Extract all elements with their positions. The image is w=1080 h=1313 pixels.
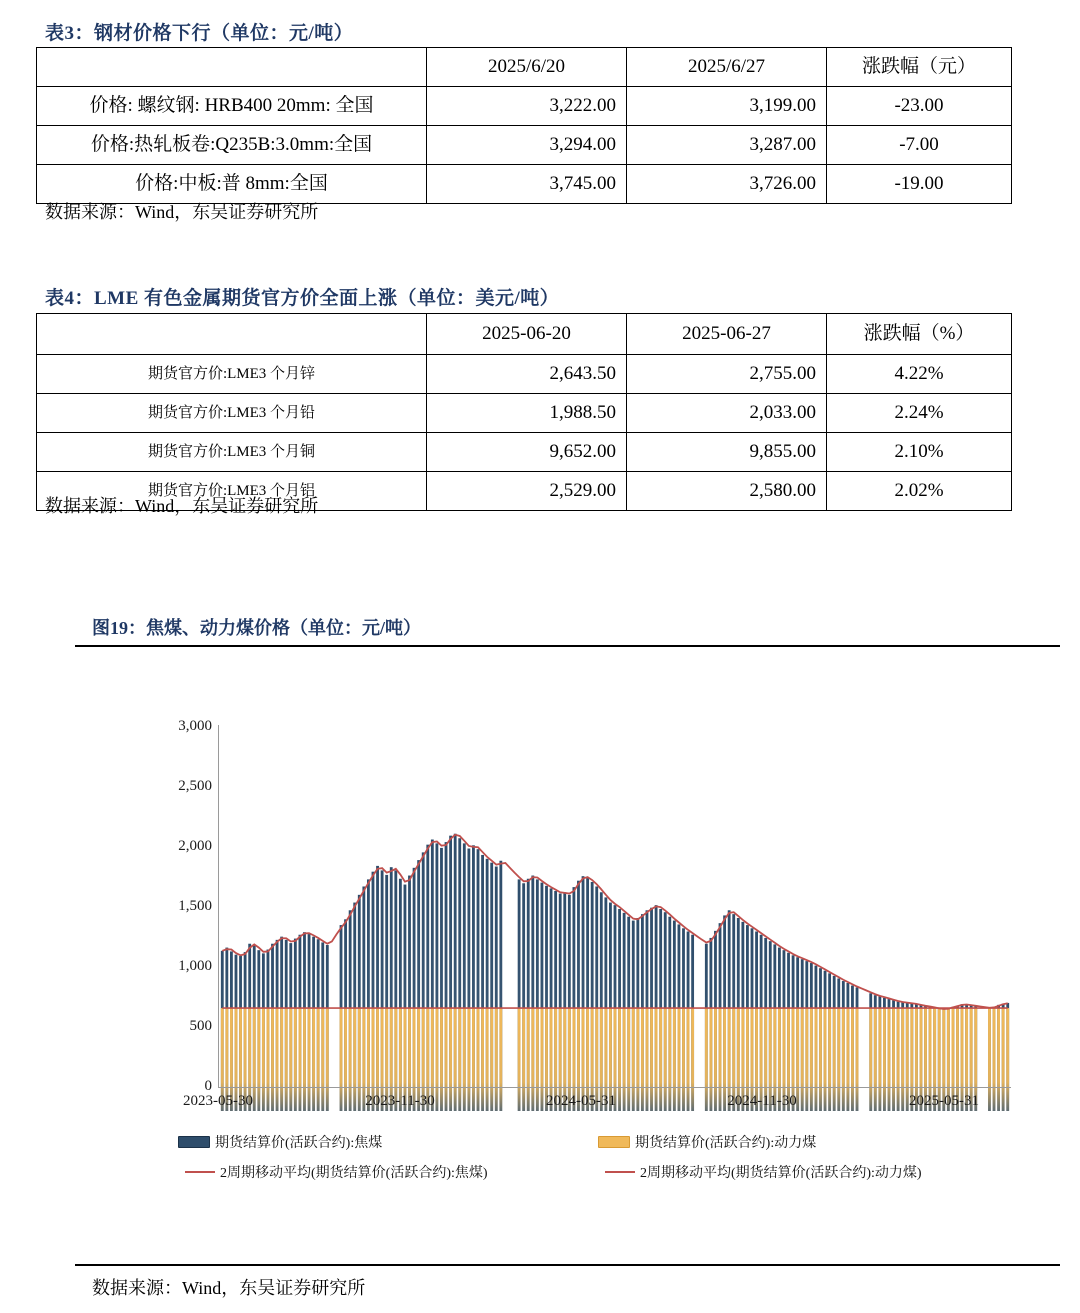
thermal-coal-bar	[472, 1008, 475, 1111]
thermal-coal-bar	[878, 1008, 881, 1111]
thermal-coal-bar	[299, 1008, 302, 1111]
legend-label-coking-coal: 期货结算价(活跃合约):焦煤	[215, 1136, 383, 1151]
table4-header-3: 涨跌幅（%）	[827, 314, 1012, 355]
y-tick-3000: 3,000	[178, 718, 212, 734]
table3-header-3: 涨跌幅（元）	[827, 48, 1012, 87]
table3-row0-label: 价格: 螺纹钢: HRB400 20mm: 全国	[37, 87, 427, 126]
table4-row1-c2: 2,033.00	[627, 394, 827, 433]
x-axis-line	[218, 1087, 1011, 1088]
table3-row1-c3: -7.00	[827, 126, 1012, 165]
table4-title: 表4：LME 有色金属期货官方价全面上涨（单位：美元/吨）	[45, 288, 560, 309]
x-tick-0: 2023-05-30	[183, 1093, 253, 1109]
y-axis-line	[218, 725, 219, 1087]
table3-title: 表3：钢材价格下行（单位：元/吨）	[45, 23, 354, 44]
table4-row1-c1: 1,988.50	[427, 394, 627, 433]
thermal-coal-bar	[668, 1008, 671, 1111]
thermal-coal-bar	[691, 1008, 694, 1111]
thermal-coal-bar	[824, 1008, 827, 1111]
table4-row0-c3: 4.22%	[827, 355, 1012, 394]
thermal-coal-bar	[641, 1008, 644, 1111]
thermal-coal-bar	[477, 1008, 480, 1111]
thermal-coal-bar	[321, 1008, 324, 1111]
table4-row2-c3: 2.10%	[827, 433, 1012, 472]
footer-rule	[75, 1264, 1060, 1266]
thermal-coal-bar	[673, 1008, 676, 1111]
thermal-coal-bar	[308, 1008, 311, 1111]
table-row	[37, 394, 1012, 433]
legend-item-ma-thermal-coal[interactable]	[605, 1162, 922, 1182]
figure19-title: 图19：焦煤、动力煤价格（单位：元/吨）	[92, 618, 421, 638]
table-row	[37, 87, 1012, 126]
table4-row0-c2: 2,755.00	[627, 355, 827, 394]
legend-row-2	[185, 1162, 488, 1182]
legend-label-thermal-coal: 期货结算价(活跃合约):动力煤	[635, 1136, 817, 1151]
y-tick-2000: 2,000	[178, 838, 212, 854]
table3-header-2: 2025/6/27	[627, 48, 827, 87]
legend-row-2b	[605, 1162, 922, 1182]
table4-row2-c1: 9,652.00	[427, 433, 627, 472]
thermal-coal-bar	[317, 1008, 320, 1111]
thermal-coal-bar	[851, 1008, 854, 1111]
thermal-coal-bar	[495, 1008, 498, 1111]
figure19-source: 数据来源：Wind，东吴证券研究所	[92, 1278, 366, 1298]
legend-row-1	[178, 1132, 382, 1152]
table3-row1-c2: 3,287.00	[627, 126, 827, 165]
table3-header-row	[37, 48, 1012, 87]
table4-header-row	[37, 314, 1012, 355]
legend-row-1b	[598, 1132, 816, 1152]
table4-header-2: 2025-06-27	[627, 314, 827, 355]
table4-row2-c2: 9,855.00	[627, 433, 827, 472]
thermal-coal-bar	[846, 1008, 849, 1111]
thermal-coal-bar	[874, 1008, 877, 1111]
thermal-coal-bar	[869, 1008, 872, 1111]
thermal-coal-bar	[280, 1008, 283, 1111]
table4-row2-label: 期货官方价:LME3 个月铜	[37, 433, 427, 472]
thermal-coal-bar	[655, 1008, 658, 1111]
table3-header-1: 2025/6/20	[427, 48, 627, 87]
x-tick-3: 2024-11-30	[727, 1093, 797, 1109]
x-tick-1: 2023-11-30	[365, 1093, 435, 1109]
table3-row0-c1: 3,222.00	[427, 87, 627, 126]
thermal-coal-bar	[842, 1008, 845, 1111]
thermal-coal-bar	[303, 1008, 306, 1111]
thermal-coal-bar	[490, 1008, 493, 1111]
table4-row3-c3: 2.02%	[827, 472, 1012, 511]
thermal-coal-bar	[486, 1008, 489, 1111]
table3-row2-c1: 3,745.00	[427, 165, 627, 204]
table-row	[37, 433, 1012, 472]
legend-item-coking-coal[interactable]	[178, 1132, 382, 1152]
thermal-coal-bar	[682, 1008, 685, 1111]
thermal-coal-bar	[664, 1008, 667, 1111]
y-tick-1000: 1,000	[178, 958, 212, 974]
x-tick-4: 2025-05-31	[909, 1093, 979, 1109]
legend-label-ma-coking-coal: 2周期移动平均(期货结算价(活跃合约):焦煤)	[220, 1166, 488, 1181]
figure19-chart	[0, 700, 1080, 1181]
thermal-coal-bar	[833, 1008, 836, 1111]
thermal-coal-bar	[285, 1008, 288, 1111]
y-tick-0: 0	[204, 1078, 212, 1094]
thermal-coal-bar	[646, 1008, 649, 1111]
thermal-coal-swatch-icon	[598, 1136, 630, 1148]
table4-row0-label: 期货官方价:LME3 个月锌	[37, 355, 427, 394]
thermal-coal-bar	[312, 1008, 315, 1111]
table3-row2-c2: 3,726.00	[627, 165, 827, 204]
table4-header-1: 2025-06-20	[427, 314, 627, 355]
thermal-coal-bar	[467, 1008, 470, 1111]
table3-row1-c1: 3,294.00	[427, 126, 627, 165]
thermal-coal-bar	[326, 1008, 329, 1111]
thermal-coal-bar	[463, 1008, 466, 1111]
thermal-coal-bar	[481, 1008, 484, 1111]
table4	[36, 313, 1012, 511]
thermal-coal-bar	[828, 1008, 831, 1111]
thermal-coal-bar	[659, 1008, 662, 1111]
table3-row2-label: 价格:中板:普 8mm:全国	[37, 165, 427, 204]
thermal-coal-bar	[650, 1008, 653, 1111]
table4-row3-label: 期货官方价:LME3 个月铝	[37, 472, 427, 511]
table3-row1-label: 价格:热轧板卷:Q235B:3.0mm:全国	[37, 126, 427, 165]
thermal-coal-bar	[294, 1008, 297, 1111]
x-tick-2: 2024-05-31	[546, 1093, 616, 1109]
figure19-top-rule	[75, 645, 1060, 647]
thermal-coal-bar	[1006, 1008, 1009, 1111]
thermal-coal-bar	[289, 1008, 292, 1111]
table3-row0-c2: 3,199.00	[627, 87, 827, 126]
coal-price-plot	[220, 725, 1010, 1111]
table4-source: 数据来源：Wind，东吴证券研究所	[45, 496, 319, 516]
table3-row0-c3: -23.00	[827, 87, 1012, 126]
y-tick-1500: 1,500	[178, 898, 212, 914]
table3-source: 数据来源：Wind，东吴证券研究所	[45, 202, 319, 222]
table4-header-0	[37, 314, 427, 355]
y-tick-500: 500	[189, 1018, 212, 1034]
legend-label-ma-thermal-coal: 2周期移动平均(期货结算价(活跃合约):动力煤)	[640, 1166, 922, 1181]
legend-item-thermal-coal[interactable]	[598, 1132, 816, 1152]
table3-header-0	[37, 48, 427, 87]
table4-row3-c2: 2,580.00	[627, 472, 827, 511]
table4-row3-c1: 2,529.00	[427, 472, 627, 511]
thermal-coal-bar	[499, 1008, 502, 1111]
ma-coking-line-icon	[185, 1171, 215, 1173]
table3-row2-c3: -19.00	[827, 165, 1012, 204]
table3	[36, 47, 1012, 204]
table4-row1-c3: 2.24%	[827, 394, 1012, 433]
y-tick-2500: 2,500	[178, 778, 212, 794]
table-row	[37, 126, 1012, 165]
thermal-coal-bar	[687, 1008, 690, 1111]
thermal-coal-bar	[837, 1008, 840, 1111]
coking-coal-swatch-icon	[178, 1136, 210, 1148]
table-row	[37, 355, 1012, 394]
thermal-coal-bar	[856, 1008, 859, 1111]
table4-row0-c1: 2,643.50	[427, 355, 627, 394]
ma-thermal-line-icon	[605, 1171, 635, 1173]
table4-row1-label: 期货官方价:LME3 个月铅	[37, 394, 427, 433]
legend-item-ma-coking-coal[interactable]	[185, 1162, 488, 1182]
thermal-coal-bar	[678, 1008, 681, 1111]
